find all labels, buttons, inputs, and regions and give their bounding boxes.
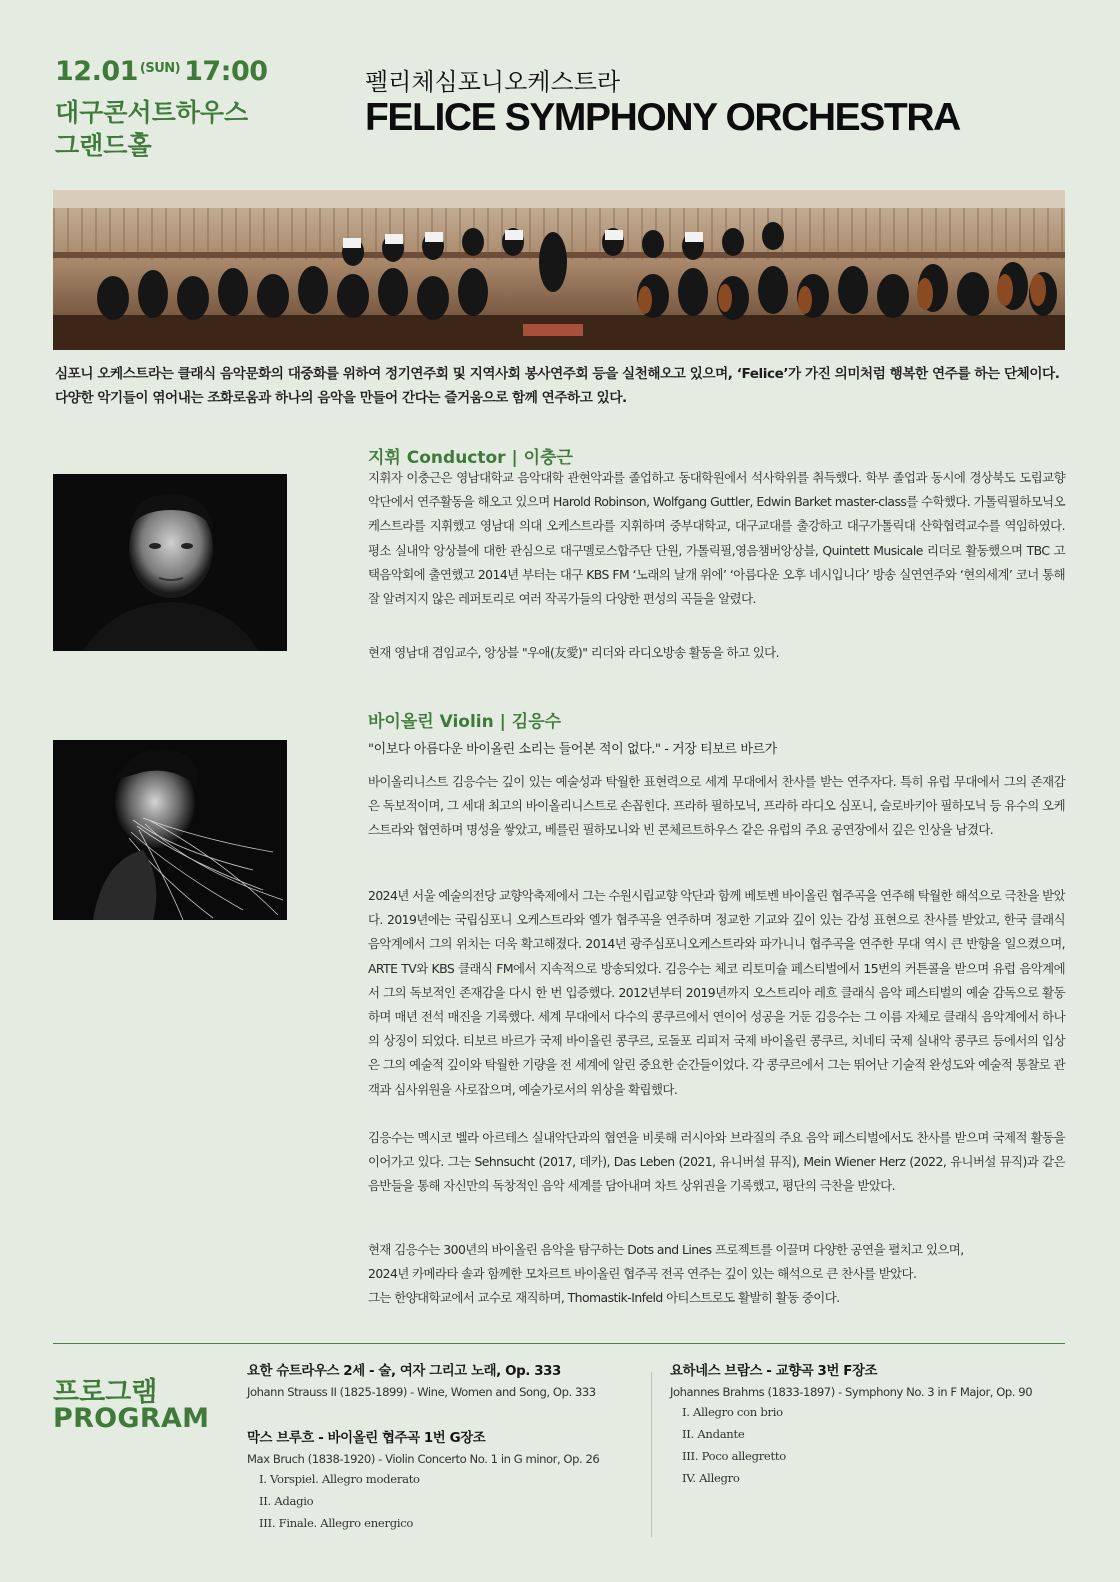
program-work-title: 요하네스 브람스 - 교향곡 3번 F장조: [670, 1364, 878, 1379]
orchestra-title-english: FELICE SYMPHONY ORCHESTRA: [365, 96, 960, 139]
violinist-bio-paragraph-1: 바이올리니스트 김응수는 깊이 있는 예술성과 탁월한 표현력으로 세계 무대에서 찬사를 받는 연주자다. 특히 유럽 무대에서 그의 존재감은 독보적이며, 그 세대 최고의 바이올리니스트로 손꼽힌다. 프라하 필하모닉, 프라하 라디오 심포니, 슬로바키아 필하모닉 등 유수의 오케스트라와 협연하며 명성을 쌓았고, 베를린 필하모니와 빈 콘체르트하우스 같은 유럽의 주요 공연장에서 깊은 인상을 남겼다.: [368, 774, 1065, 838]
violinist-heading: 바이올린 Violin | 김응수: [368, 712, 562, 732]
violinist-bio-paragraph-4: [368, 1238, 1065, 1311]
program-movement: III. Finale. Allegro energico: [259, 1516, 414, 1530]
program-movement-list: [670, 1401, 1032, 1489]
program-movement: I. Vorspiel. Allegro moderato: [259, 1472, 420, 1486]
violinist-portrait: [53, 740, 287, 920]
concert-date: 12.01: [55, 56, 138, 87]
venue-line-2: 그랜드홀: [55, 131, 152, 160]
program-movement-list: [247, 1468, 599, 1534]
program-work: [247, 1360, 596, 1399]
orchestra-photo: [53, 190, 1065, 350]
program-divider-line: [53, 1343, 1065, 1344]
violinist-bio-paragraph-2: 2024년 서울 예술의전당 교향악축제에서 그는 수원시립교향 악단과 함께 베토벤 바이올린 협주곡을 연주해 탁월한 해석으로 극찬을 받았다. 2019년에는 국립심포니 오케스트라와 엘가 협주곡을 연주하며 정교한 기교와 깊이 있는 감성 표현으로 찬사를 받았고, 한국 클래식 음악계에서 그의 위치는 더욱 확고해졌다. 2014년 광주심포니오케스트라와 파가니니 협주곡을 연주한 무대 역시 큰 반향을 일으켰으며, ARTE TV와 KBS 클래식 FM에서 지속적으로 방송되었다. 김응수는 체코 리토미슐 페스티벌에서 15번의 커튼콜을 받으며 유럽 음악계에서 그의 독보적인 존재감을 다시 한 번 입증했다. 2012년부터 2019년까지 오스트리아 레흐 클래식 음악 페스티벌의 예술 감독으로 활동하며 매년 전석 매진을 기록했다. 세계 무대에서 다수의 콩쿠르에서 연이어 성공을 거둔 김응수는 그 이름 자체로 클래식 음악계에서 하나의 상징이 되었다. 티보르 바르가 국제 바이올린 콩쿠르, 로돌포 리피저 국제 바이올린 콩쿠르, 치네티 국제 실내악 콩쿠르 등에서의 입상은 그의 예술적 깊이와 탁월한 기량을 전 세계에 알린 중요한 순간들이었다. 각 콩쿠르에서 그는 뛰어난 기술적 완성도와 예술적 통찰로 관객과 심사위원을 사로잡으며, 예술가로서의 위상을 확립했다.: [368, 888, 1065, 1097]
venue-line-1: 대구콘서트하우스: [55, 98, 249, 127]
orchestra-title-korean: 펠리체심포니오케스트라: [365, 68, 621, 96]
conductor-current-note: 현재 영남대 겸임교수, 앙상블 "우애(友愛)" 리더와 라디오방송 활동을 하고 있다.: [368, 645, 779, 660]
violinist-quote: "이보다 아름다운 바이올린 소리는 들어본 적이 없다." - 거장 티보르 바르가: [368, 742, 777, 757]
program-work-title: 요한 슈트라우스 2세 - 술, 여자 그리고 노래, Op. 333: [247, 1364, 561, 1379]
concert-time: 17:00: [184, 56, 268, 87]
conductor-portrait: [53, 474, 287, 651]
orchestra-intro: 심포니 오케스트라는 클래식 음악문화의 대중화를 위하여 정기연주회 및 지역사회 봉사연주회 등을 실천해오고 있으며, ‘Felice’가 가진 의미처럼 행복한 연주를 하는 단체이다. 다양한 악기들이 엮어내는 조화로움과 하나의 음악을 만들어 간다는 즐거움으로 함께 연주하고 있다.: [55, 366, 1060, 406]
program-movement: IV. Allegro: [682, 1471, 740, 1485]
violinist-bio-line-4a: 현재 김응수는 300년의 바이올린 음악을 탐구하는 Dots and Lines 프로젝트를 이끌며 다양한 공연을 펼치고 있으며,: [368, 1242, 964, 1257]
program-work: [247, 1427, 599, 1534]
program-label-korean: 프로그램: [53, 1377, 158, 1408]
program-movement: III. Poco allegretto: [682, 1449, 786, 1463]
program-movement: I. Allegro con brio: [682, 1405, 783, 1419]
concert-day: (SUN): [139, 61, 181, 76]
concert-datetime: [55, 56, 268, 87]
program-work-subtitle: Johannes Brahms (1833-1897) - Symphony No. 3 in F Major, Op. 90: [670, 1385, 1033, 1399]
program-work-subtitle: Max Bruch (1838-1920) - Violin Concerto No. 1 in G minor, Op. 26: [247, 1452, 600, 1466]
program-column-divider: [651, 1372, 652, 1537]
program-movement: II. Adagio: [259, 1494, 314, 1508]
conductor-bio: 지휘자 이충근은 영남대학교 음악대학 관현악과를 졸업하고 동대학원에서 석사학위를 취득했다. 학부 졸업과 동시에 경상북도 도립교향악단에서 연주활동을 해오고 있으며 Harold Robinson, Wolfgang Guttler, Edwin Barket master-class를 수학했다. 가톨릭필하모닉오케스트라를 지휘했고 영남대 의대 오케스트라를 지휘하며 중부대학교, 대구교대를 출강하고 대구가톨릭대 산학협력교수를 역임하였다. 평소 실내악 앙상블에 대한 관심으로 대구멜로스합주단 단원, 가톨릭필,영음챔버앙상블, Quintett Musicale 리더로 활동했으며 TBC 고택음악회에 출연했고 2014년 부터는 대구 KBS FM ‘노래의 날개 위에’ ‘아름다운 오후 네시입니다’ 방송 실연연주와 ‘현의세계’ 코너 통해 잘 알려지지 않은 레퍼토리로 여러 작곡가들의 다양한 편성의 곡들을 알렸다.: [368, 470, 1065, 607]
program-label-english: PROGRAM: [53, 1403, 210, 1434]
violinist-bio-line-4c: 그는 한양대학교에서 교수로 재직하며, Thomastik-Infeld 아티스트로도 활발히 활동 중이다.: [368, 1290, 840, 1306]
violinist-bio-line-4b: 2024년 카메라타 솔과 함께한 모차르트 바이올린 협주곡 전곡 연주는 깊이 있는 해석으로 큰 찬사를 받았다.: [368, 1266, 917, 1282]
program-work-title: 막스 브루흐 - 바이올린 협주곡 1번 G장조: [247, 1431, 486, 1446]
program-movement: II. Andante: [682, 1427, 745, 1441]
program-work-subtitle: Johann Strauss II (1825-1899) - Wine, Women and Song, Op. 333: [247, 1385, 596, 1399]
violinist-bio-paragraph-3: 김응수는 멕시코 벨라 아르테스 실내악단과의 협연을 비롯해 러시아와 브라질의 주요 음악 페스티벌에서도 찬사를 받으며 국제적 활동을 이어가고 있다. 그는 Sehnsucht (2017, 데카), Das Leben (2021, 유니버설 뮤직), Mein Wiener Herz (2022, 유니버설 뮤직)과 같은 음반들을 통해 자신만의 독창적인 음악 세계를 담아내며 차트 상위권을 기록했고, 평단의 극찬을 받았다.: [368, 1130, 1065, 1194]
conductor-heading: 지휘 Conductor | 이충근: [368, 448, 573, 468]
program-work: [670, 1360, 1032, 1489]
